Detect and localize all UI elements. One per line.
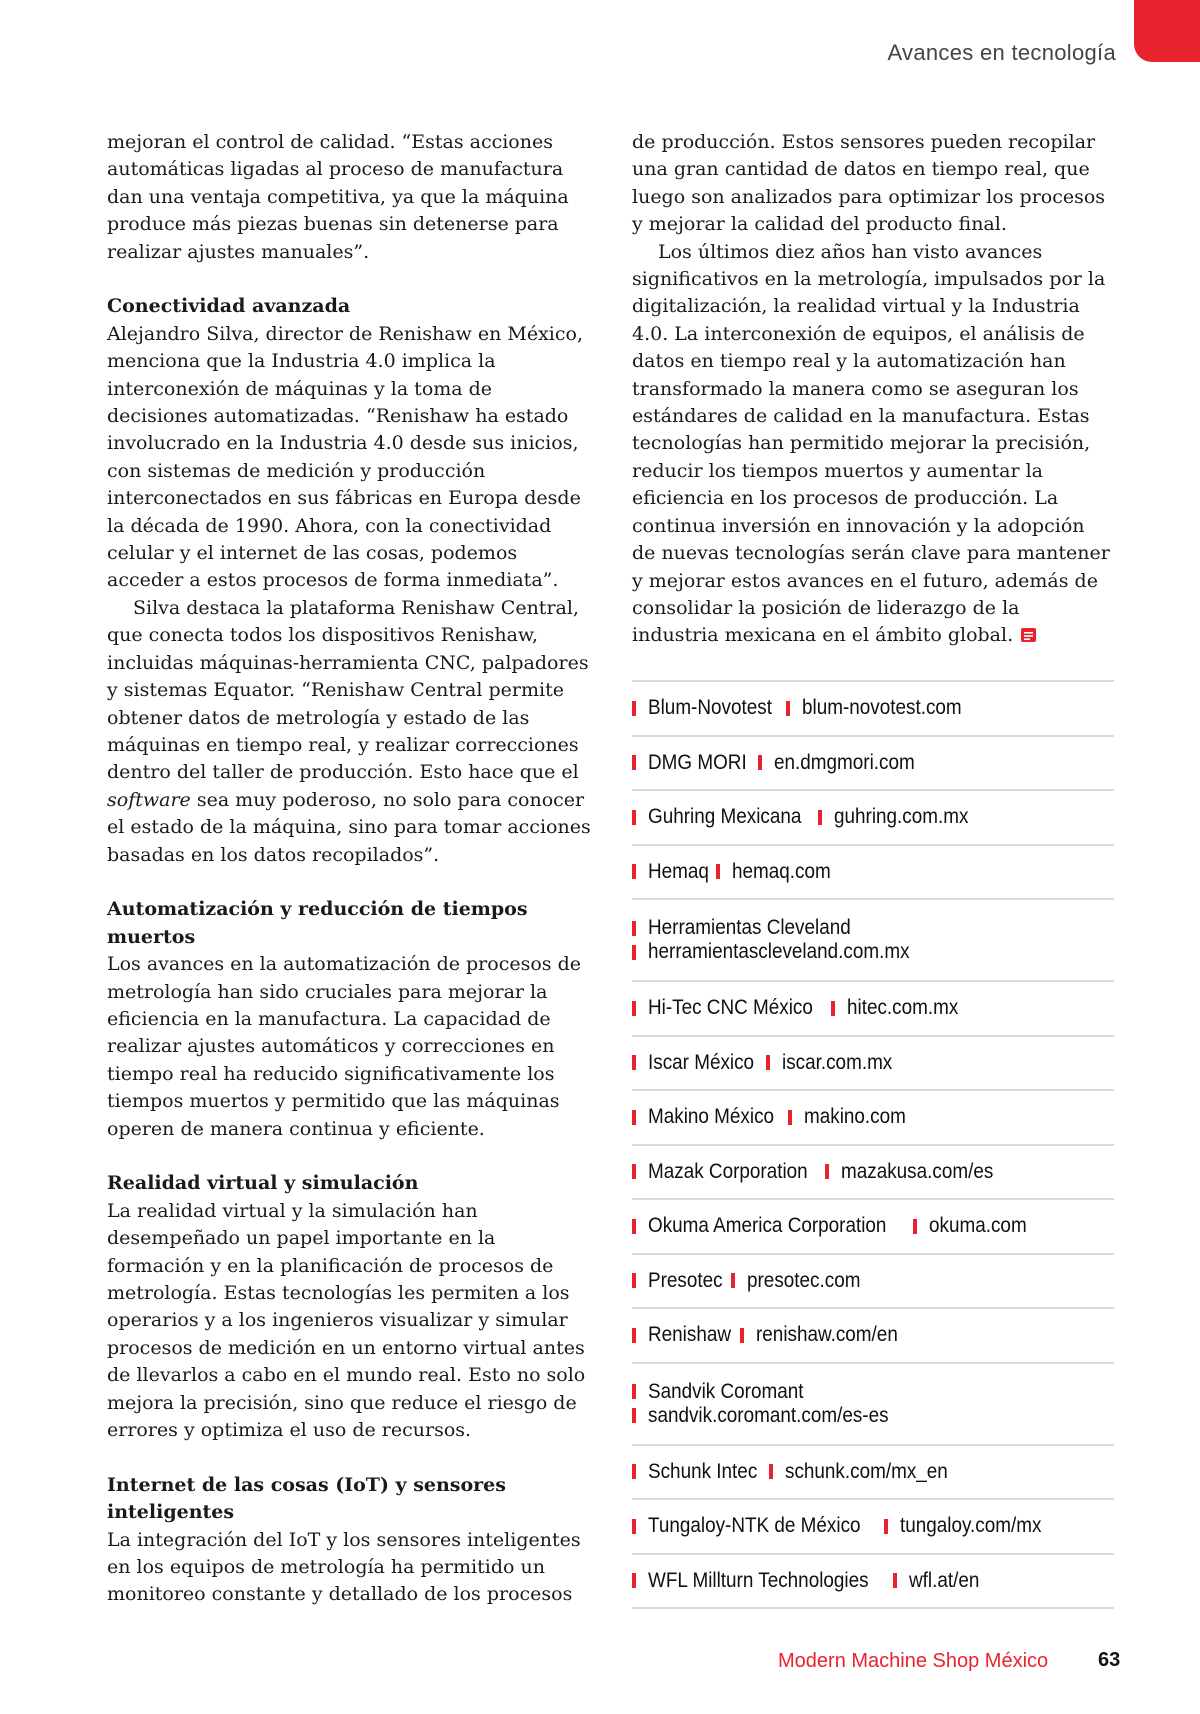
company-link[interactable]: en.dmgmori.com [773, 750, 915, 774]
heading-realidad-virtual: Realidad virtual y simulación [107, 1172, 419, 1195]
paragraph: de producción. Estos sensores pueden recopilar una gran cantidad de datos en tiempo real, que luego son analizados para optimizar los procesos y mejorar la calidad del producto final. [632, 131, 1106, 236]
company-name: Iscar México [648, 1050, 755, 1074]
separator-bar [884, 1519, 888, 1534]
separator-bar [632, 1464, 636, 1479]
separator-bar [632, 1273, 636, 1288]
emphasis: software [107, 788, 191, 811]
section-tab [1134, 0, 1200, 62]
company-link[interactable]: makino.com [804, 1105, 906, 1129]
separator-bar [632, 1573, 636, 1588]
source-item [632, 1037, 1114, 1092]
left-column [107, 129, 593, 1609]
right-column [632, 129, 1110, 650]
company-name: Guhring Mexicana [648, 805, 802, 829]
source-item [632, 1446, 1114, 1501]
company-name: Makino México [648, 1105, 775, 1129]
company-link[interactable]: blum-novotest.com [801, 696, 962, 720]
intro-paragraph: mejoran el control de calidad. “Estas acciones automáticas ligadas al proceso de manufactura dan una ventaja competitiva, ya que la máquina produce más piezas buenas sin detenerse para realizar ajustes manuales”. [107, 131, 569, 263]
separator-bar [632, 1110, 636, 1125]
source-item [632, 1364, 1114, 1446]
separator-bar [632, 1164, 636, 1179]
heading-iot: Internet de las cosas (IoT) y sensores inteligentes [107, 1473, 506, 1524]
separator-bar [632, 1519, 636, 1534]
company-name: Herramientas Cleveland [648, 916, 851, 939]
separator-bar [788, 1110, 792, 1125]
company-name: Hi-Tec CNC México [648, 996, 813, 1020]
source-item [632, 1555, 1114, 1610]
company-link[interactable]: hemaq.com [731, 859, 831, 883]
end-mark-icon [1021, 628, 1036, 642]
company-name: Presotec [648, 1268, 723, 1292]
separator-bar [766, 1055, 770, 1070]
company-name: Schunk Intec [648, 1459, 758, 1483]
company-link[interactable]: sandvik.coromant.com/es-es [648, 1403, 889, 1427]
separator-bar [632, 1384, 636, 1399]
source-item [632, 1309, 1114, 1364]
paragraph: La integración del IoT y los sensores inteligentes en los equipos de metrología ha permitido un monitoreo constante y detallado de los procesos [107, 1528, 581, 1606]
company-link[interactable]: mazakusa.com/es [841, 1159, 994, 1183]
separator-bar [632, 945, 636, 960]
section-header: Avances en tecnología [887, 40, 1116, 65]
paragraph: Los avances en la automatización de procesos de metrología han sido cruciales para mejorar la eficiencia en la manufactura. La capacidad de realizar ajustes automáticos y correcciones en tiempo real ha reducido significativamente los tiempos muertos y permitido que las máquinas operen de manera continua y eficiente. [107, 953, 581, 1140]
company-name: Blum-Novotest [648, 696, 772, 720]
separator-bar [769, 1464, 773, 1479]
separator-bar [786, 701, 790, 716]
separator-bar [913, 1219, 917, 1234]
company-link[interactable]: iscar.com.mx [781, 1050, 893, 1074]
company-link[interactable]: guhring.com.mx [834, 805, 969, 829]
paragraph: La realidad virtual y la simulación han desempeñado un papel importante en la formación y en la planificación de procesos de metrología. Estas tecnologías les permiten a los operarios y a los ingenieros visualizar y simular procesos de medición en un entorno virtual antes de llevarlos a cabo en el mundo real. Esto no solo mejora la precisión, sino que reduce el riesgo de errores y optimiza el uso de recursos. [107, 1199, 586, 1442]
paragraph: Alejandro Silva, director de Renishaw en México, menciona que la Industria 4.0 implica la interconexión de máquinas y la toma de decisiones automatizadas. “Renishaw ha estado involucrado en la Industria 4.0 desde sus inicios, con sistemas de medición y producción interconectados en sus fábricas en Europa desde la década de 1990. Ahora, con la conectividad celular y el internet de las cosas, podemos acceder a estos procesos de forma inmediata”. [107, 322, 583, 592]
source-item [632, 682, 1114, 737]
separator-bar [731, 1273, 735, 1288]
company-name: Mazak Corporation [648, 1159, 808, 1183]
separator-bar [632, 755, 636, 770]
separator-bar [632, 1055, 636, 1070]
separator-bar [632, 701, 636, 716]
source-item [632, 846, 1114, 901]
separator-bar [740, 1328, 744, 1343]
company-name: Sandvik Coromant [648, 1379, 804, 1403]
separator-bar [632, 1001, 636, 1016]
company-link[interactable]: wfl.at/en [909, 1568, 980, 1592]
separator-bar [632, 810, 636, 825]
source-item [632, 900, 1114, 982]
company-name: Renishaw [648, 1323, 731, 1347]
company-name: DMG MORI [648, 750, 747, 774]
source-item [632, 1500, 1114, 1555]
separator-bar [632, 1408, 636, 1423]
company-name: WFL Millturn Technologies [648, 1568, 869, 1592]
separator-bar [632, 864, 636, 879]
company-link[interactable]: schunk.com/mx_en [785, 1459, 949, 1483]
page-number: 63 [1098, 1649, 1121, 1671]
company-name: Hemaq [648, 859, 709, 883]
separator-bar [632, 1328, 636, 1343]
source-item [632, 1200, 1114, 1255]
publication-name: Modern Machine Shop México [778, 1650, 1049, 1672]
company-link[interactable]: hitec.com.mx [847, 996, 959, 1020]
separator-bar [818, 810, 822, 825]
paragraph: Silva destaca la plataforma Renishaw Central, que conecta todos los dispositivos Renishaw, incluidas máquinas-herramienta CNC, palpadores y sistemas Equator. “Renishaw Central permite obtener datos de metrología y estado de las máquinas en tiempo real, y realizar correcciones dentro del taller de producción. Esto hace que el software sea muy poderoso, no solo para conocer el estado de la máquina, sino para tomar acciones basadas en los datos recopilados”. [107, 596, 591, 866]
company-link[interactable]: okuma.com [928, 1214, 1027, 1238]
company-name: Okuma America Corporation [648, 1214, 887, 1238]
source-item [632, 737, 1114, 792]
separator-bar [893, 1573, 897, 1588]
separator-bar [716, 864, 720, 879]
separator-bar [831, 1001, 835, 1016]
source-item [632, 1091, 1114, 1146]
company-name: Tungaloy-NTK de México [648, 1514, 861, 1538]
company-link[interactable]: renishaw.com/en [756, 1323, 899, 1347]
source-item [632, 982, 1114, 1037]
sources-list [632, 680, 1114, 1609]
company-link[interactable]: herramientascleveland.com.mx [648, 940, 910, 963]
heading-conectividad: Conectividad avanzada [107, 295, 351, 318]
separator-bar [758, 755, 762, 770]
separator-bar [632, 1219, 636, 1234]
source-item [632, 791, 1114, 846]
separator-bar [632, 921, 636, 936]
source-item [632, 1146, 1114, 1201]
source-item [632, 1255, 1114, 1310]
company-link[interactable]: presotec.com [746, 1268, 861, 1292]
company-link[interactable]: tungaloy.com/mx [900, 1514, 1042, 1538]
separator-bar [825, 1164, 829, 1179]
heading-automatizacion: Automatización y reducción de tiempos muertos [107, 898, 528, 948]
closing-paragraph: Los últimos diez años han visto avances significativos en la metrología, impulsados por la digitalización, la realidad virtual y la Industria 4.0. La interconexión de equipos, el análisis de datos en tiempo real y la automatización han transformado la manera como se aseguran los estándares de calidad en la manufactura. Estas tecnologías han permitido mejorar la precisión, reducir los tiempos muertos y aumentar la eficiencia en los procesos de producción. La continua inversión en innovación y la adopción de nuevas tecnologías serán clave para mantener y mejorar estos avances en el futuro, además de consolidar la posición de liderazgo de la industria mexicana en el ámbito global. [632, 240, 1110, 647]
